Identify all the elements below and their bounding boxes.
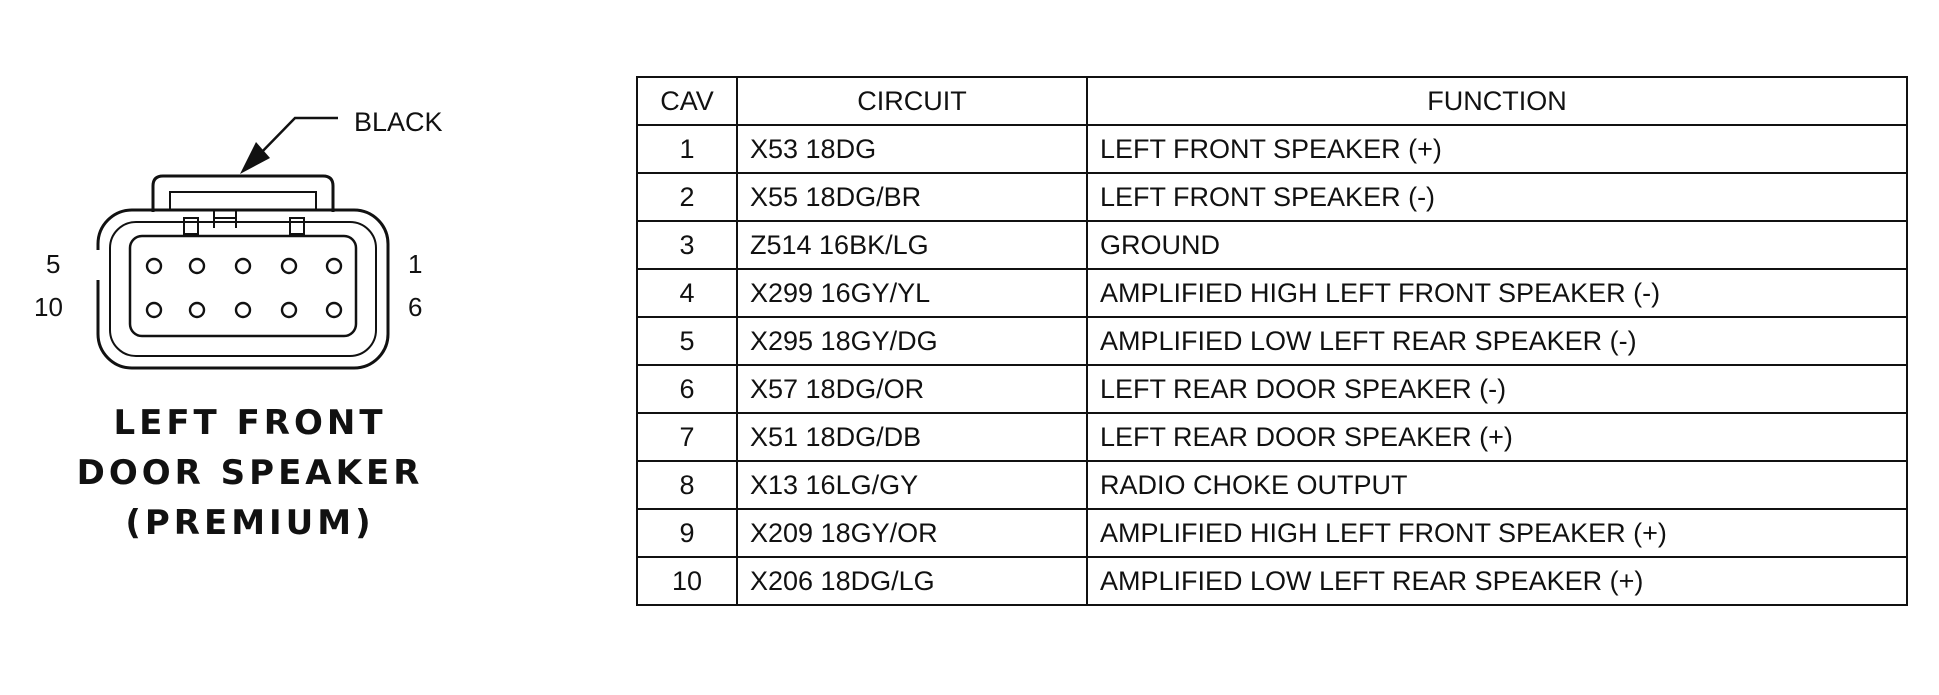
pin-label-bottom-left: 10 — [34, 292, 63, 322]
pin-cavity — [282, 303, 296, 317]
cell-cav: 2 — [637, 173, 737, 221]
cell-function: LEFT REAR DOOR SPEAKER (-) — [1087, 365, 1907, 413]
connector-cavity-housing — [130, 236, 356, 336]
pin-cavity — [190, 259, 204, 273]
cell-circuit: X209 18GY/OR — [737, 509, 1087, 557]
cell-function: LEFT REAR DOOR SPEAKER (+) — [1087, 413, 1907, 461]
connector-title — [60, 398, 440, 548]
cell-circuit: X51 18DG/DB — [737, 413, 1087, 461]
table-row — [637, 173, 1907, 221]
pinout-table — [636, 76, 1908, 606]
cell-cav: 4 — [637, 269, 737, 317]
pin-cavity — [236, 303, 250, 317]
cell-function: LEFT FRONT SPEAKER (-) — [1087, 173, 1907, 221]
cell-cav: 3 — [637, 221, 737, 269]
header-circuit: CIRCUIT — [737, 77, 1087, 125]
cell-circuit: X55 18DG/BR — [737, 173, 1087, 221]
cell-function: GROUND — [1087, 221, 1907, 269]
header-cav: CAV — [637, 77, 737, 125]
color-callout-label: BLACK — [354, 107, 443, 137]
pin-cavity — [147, 303, 161, 317]
pin-cavities — [147, 259, 341, 317]
cell-function: AMPLIFIED LOW LEFT REAR SPEAKER (-) — [1087, 317, 1907, 365]
cell-function: LEFT FRONT SPEAKER (+) — [1087, 125, 1907, 173]
cell-circuit: X13 16LG/GY — [737, 461, 1087, 509]
pin-label-top-right: 1 — [408, 249, 423, 279]
cell-circuit: Z514 16BK/LG — [737, 221, 1087, 269]
connector-title-line: DOOR SPEAKER — [76, 453, 424, 493]
cell-cav: 9 — [637, 509, 737, 557]
connector-latch — [153, 176, 333, 212]
table-row — [637, 365, 1907, 413]
pin-cavity — [282, 259, 296, 273]
cell-circuit: X295 18GY/DG — [737, 317, 1087, 365]
pin-label-bottom-right: 6 — [408, 292, 423, 322]
pin-cavity — [327, 259, 341, 273]
cell-circuit: X206 18DG/LG — [737, 557, 1087, 605]
table-row — [637, 461, 1907, 509]
connector-title-line: (PREMIUM) — [125, 503, 375, 543]
connector-diagram — [0, 0, 620, 695]
connector-title-line: LEFT FRONT — [113, 403, 387, 443]
table-header-row — [637, 77, 1907, 125]
table-row — [637, 413, 1907, 461]
header-function: FUNCTION — [1087, 77, 1907, 125]
cell-function: RADIO CHOKE OUTPUT — [1087, 461, 1907, 509]
color-callout-arrow — [240, 118, 338, 174]
pin-cavity — [190, 303, 204, 317]
cell-cav: 1 — [637, 125, 737, 173]
cell-cav: 10 — [637, 557, 737, 605]
table-row — [637, 557, 1907, 605]
cell-function: AMPLIFIED HIGH LEFT FRONT SPEAKER (+) — [1087, 509, 1907, 557]
table-row — [637, 317, 1907, 365]
table-row — [637, 125, 1907, 173]
cell-cav: 8 — [637, 461, 737, 509]
table-row — [637, 269, 1907, 317]
cell-function: AMPLIFIED LOW LEFT REAR SPEAKER (+) — [1087, 557, 1907, 605]
pin-cavity — [327, 303, 341, 317]
pin-label-top-left: 5 — [46, 249, 61, 279]
cell-circuit: X53 18DG — [737, 125, 1087, 173]
cell-cav: 5 — [637, 317, 737, 365]
pin-cavity — [147, 259, 161, 273]
cell-circuit: X57 18DG/OR — [737, 365, 1087, 413]
cell-function: AMPLIFIED HIGH LEFT FRONT SPEAKER (-) — [1087, 269, 1907, 317]
table-row — [637, 221, 1907, 269]
table-row — [637, 509, 1907, 557]
pin-cavity — [236, 259, 250, 273]
cell-cav: 7 — [637, 413, 737, 461]
cell-circuit: X299 16GY/YL — [737, 269, 1087, 317]
connector-outer-shell — [98, 210, 388, 368]
cell-cav: 6 — [637, 365, 737, 413]
